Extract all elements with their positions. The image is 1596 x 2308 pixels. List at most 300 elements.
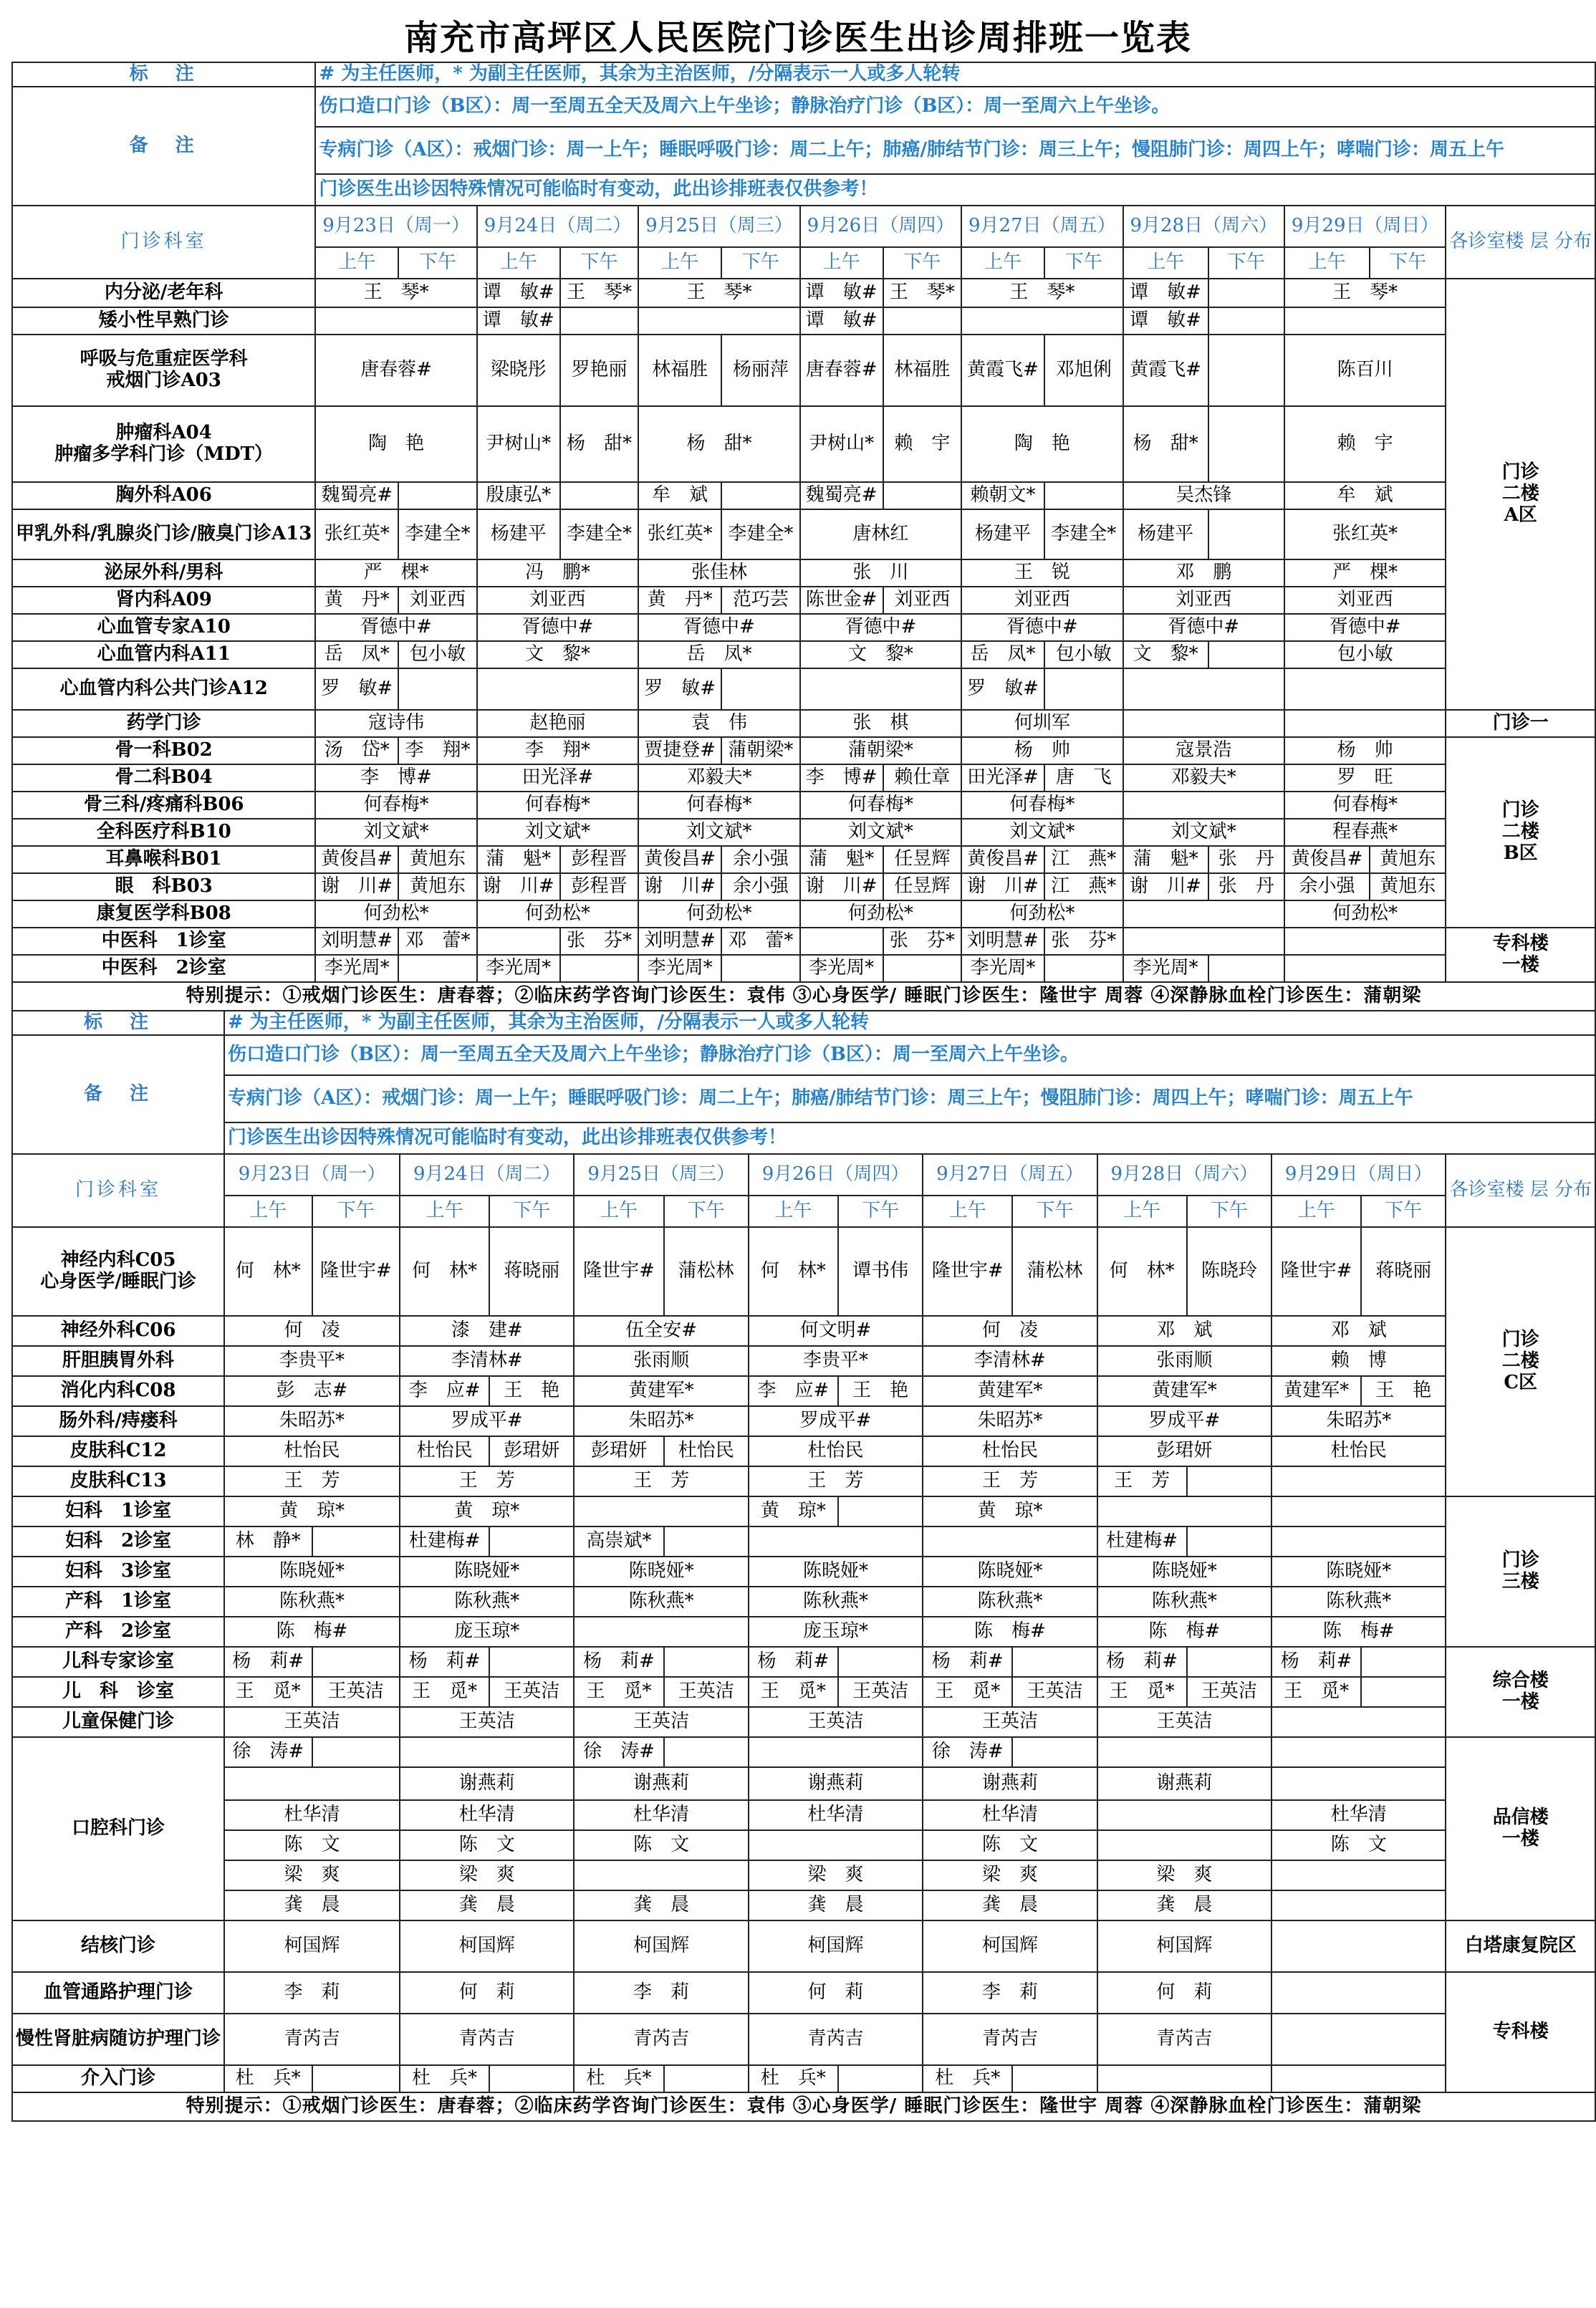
doctor-cell [1271,1890,1446,1920]
dept-name: 妇科 1诊室 [12,1496,224,1526]
schedule-row [12,1890,1595,1920]
schedule-row [12,792,1595,819]
doctor-cell [1044,482,1123,509]
dept-name: 儿科专家诊室 [12,1647,224,1677]
doctor-cell: 龚 晨 [923,1890,1097,1920]
schedule-row [12,1587,1595,1617]
doctor-cell: 杜华清 [1271,1800,1446,1830]
am-header: 上午 [638,247,721,279]
dept-name: 慢性肾脏病随访护理门诊 [12,2014,224,2065]
am-header: 上午 [574,1196,663,1227]
doctor-cell: 黄霞飞# [961,335,1044,406]
doctor-cell: 刘亚西 [398,587,477,614]
doctor-cell: 王英洁 [923,1707,1097,1737]
doctor-cell: 谭 敏# [1123,279,1208,307]
doctor-cell: 杜 兵* [400,2065,489,2092]
doctor-cell [1012,1647,1097,1677]
schedule-row [12,1920,1595,1972]
doctor-cell: 包小敏 [1044,641,1123,668]
doctor-cell: 吴杰锋 [1123,482,1284,509]
doctor-cell: 林 静* [224,1526,312,1557]
pm-header: 下午 [312,1196,400,1227]
doctor-cell: 王 艳 [1361,1376,1446,1406]
am-header: 上午 [315,247,398,279]
doctor-cell: 朱昭苏* [1271,1406,1446,1436]
doctor-cell [838,1647,923,1677]
date-header: 9月26日（周四） [800,206,961,247]
doctor-cell: 张红英* [1284,509,1446,559]
doctor-cell: 王 芳 [574,1466,748,1496]
schedule-row [12,1707,1595,1737]
doctor-cell: 黄旭东 [1370,846,1446,873]
page-title: 南充市高坪区人民医院门诊医生出诊周排班一览表 [403,18,1192,58]
doctor-cell: 王英洁 [1012,1677,1097,1707]
doctor-cell: 邓 斌 [1271,1316,1446,1346]
doctor-cell [1284,668,1446,710]
doctor-cell: 杜 兵* [749,2065,838,2092]
doctor-cell: 邓 蕾* [398,928,477,955]
schedule-row [12,1647,1595,1677]
pm-header: 下午 [398,247,477,279]
doctor-cell: 王 觅* [1271,1677,1361,1707]
doctor-cell: 杨 甜* [638,406,799,482]
doctor-cell: 胥德中# [961,614,1123,641]
doctor-cell [1271,2014,1446,2065]
schedule-row [12,1830,1595,1860]
schedule-row [12,1860,1595,1890]
doctor-cell: 田光泽# [961,764,1044,792]
schedule-row [12,1436,1595,1466]
dept-name: 肝胆胰胃外科 [12,1346,224,1376]
doctor-cell: 汤 岱* [315,737,398,764]
mark-label: 标 注 [12,1011,224,1035]
schedule-row [12,1496,1595,1526]
doctor-cell [883,307,962,335]
doctor-cell: 陈晓娅* [574,1557,748,1587]
doctor-cell: 文 黎* [477,641,638,668]
floor-location: 门诊 三楼 [1446,1496,1595,1647]
doctor-cell: 王英洁 [312,1677,400,1707]
doctor-cell: 陈 文 [1271,1830,1446,1860]
doctor-cell: 李光周* [477,955,560,982]
dept-name: 全科医疗科B10 [12,819,315,846]
doctor-cell: 陈 梅# [1097,1617,1271,1647]
doctor-cell: 谢 川# [1123,873,1208,900]
doctor-cell [1284,307,1446,335]
doctor-cell: 赖 宇 [1284,406,1446,482]
remark-3: 门诊医生出诊因特殊情况可能临时有变动，此出诊排班表仅供参考！ [224,1122,1595,1154]
doctor-cell: 彭程晋 [560,873,639,900]
doctor-cell [560,955,639,982]
dept-name: 结核门诊 [12,1920,224,1972]
doctor-cell: 陈晓娅* [224,1557,400,1587]
doctor-cell: 杜建梅# [400,1526,489,1557]
doctor-cell: 胥德中# [477,614,638,641]
remark-label: 备 注 [12,87,315,206]
doctor-cell: 李光周* [800,955,883,982]
doctor-cell: 王 琴* [315,279,476,307]
doctor-cell: 何劲松* [1284,900,1446,928]
doctor-cell: 杜建梅# [1097,1526,1187,1557]
doctor-cell: 蒲朝梁* [721,737,800,764]
pm-header: 下午 [664,1196,749,1227]
schedule-row [12,559,1595,587]
doctor-cell [1012,1737,1097,1767]
doctor-cell: 谢 川# [477,873,560,900]
am-header: 上午 [749,1196,838,1227]
am-header: 上午 [800,247,883,279]
schedule-row [12,1466,1595,1496]
doctor-cell: 李建全* [398,509,477,559]
doctor-cell: 王英洁 [749,1707,923,1737]
doctor-cell: 何文明# [749,1316,923,1346]
doctor-cell [574,1496,748,1526]
doctor-cell: 龚 晨 [749,1890,923,1920]
doctor-cell: 陈 梅# [1271,1617,1446,1647]
doctor-cell [1123,900,1284,928]
doctor-cell [1208,335,1284,406]
doctor-cell: 唐春蓉# [800,335,883,406]
doctor-cell: 何春梅* [961,792,1123,819]
am-header: 上午 [224,1196,312,1227]
doctor-cell: 张 川 [800,559,961,587]
doctor-cell [664,1647,749,1677]
doctor-cell: 谭书伟 [838,1227,923,1316]
doctor-cell: 岳 凤* [961,641,1044,668]
doctor-cell: 胥德中# [315,614,476,641]
doctor-cell: 赖仕章 [883,764,962,792]
doctor-cell: 王英洁 [1187,1677,1271,1707]
doctor-cell: 黄 丹* [638,587,721,614]
remark-1: 伤口造口门诊（B区）：周一至周五全天及周六上午坐诊；静脉治疗门诊（B区）：周一至周六上午坐诊。 [224,1035,1595,1075]
doctor-cell [749,1830,923,1860]
schedule-row [12,1376,1595,1406]
doctor-cell: 杜怡民 [1271,1436,1446,1466]
remark-2: 专病门诊（A区）：戒烟门诊：周一上午；睡眠呼吸门诊：周二上午；肺癌/肺结节门诊：周三上午；慢阻肺门诊：周四上午；哮喘门诊：周五上午 [315,127,1595,174]
doctor-cell: 徐 涛# [574,1737,663,1767]
doctor-cell: 杜怡民 [400,1436,489,1466]
schedule-row [12,279,1595,307]
doctor-cell: 文 黎* [1123,641,1208,668]
doctor-cell: 黄建军* [1097,1376,1271,1406]
doctor-cell: 陈 文 [224,1830,400,1860]
doctor-cell [1361,1677,1446,1707]
doctor-cell: 余小强 [721,873,800,900]
doctor-cell: 杨 莉# [1271,1647,1361,1677]
doctor-cell: 漆 建# [400,1316,574,1346]
doctor-cell [315,307,476,335]
special-notice: 特别提示：①戒烟门诊医生：唐春蓉；②临床药学咨询门诊医生：袁伟 ③心身医学/ 睡眠门诊医生：隆世宇 周蓉 ④深静脉血栓门诊医生：蒲朝梁 [12,2092,1595,2121]
schedule-row [12,1617,1595,1647]
am-header: 上午 [477,247,560,279]
schedule-row [12,1557,1595,1587]
doctor-cell: 王英洁 [838,1677,923,1707]
doctor-cell: 文 黎* [800,641,961,668]
doctor-cell: 陶 艳 [961,406,1123,482]
doctor-cell: 杨丽萍 [721,335,800,406]
doctor-cell: 李光周* [638,955,721,982]
doctor-cell: 胥德中# [1123,614,1284,641]
doctor-cell: 杨 莉# [923,1647,1012,1677]
doctor-cell: 尹树山* [477,406,560,482]
schedule-row [12,819,1595,846]
doctor-cell: 龚 晨 [400,1890,574,1920]
doctor-cell: 王英洁 [400,1707,574,1737]
doctor-cell: 何 凌 [923,1316,1097,1346]
doctor-cell: 杜 兵* [923,2065,1012,2092]
dept-name: 皮肤科C12 [12,1436,224,1466]
doctor-cell: 谢 川# [638,873,721,900]
doctor-cell [489,1647,574,1677]
schedule-row [12,900,1595,928]
dept-header: 门诊科室 [12,206,315,279]
doctor-cell [1271,1767,1446,1800]
pm-header: 下午 [489,1196,574,1227]
doctor-cell: 谢燕莉 [749,1767,923,1800]
doctor-cell: 杨 莉# [1097,1647,1187,1677]
doctor-cell [1097,1830,1271,1860]
doctor-cell: 陈百川 [1284,335,1446,406]
date-header: 9月28日（周六） [1123,206,1284,247]
doctor-cell: 黄旭东 [398,873,477,900]
doctor-cell: 王 琴* [883,279,962,307]
doctor-cell: 柯国辉 [574,1920,748,1972]
doctor-cell [1187,1647,1271,1677]
doctor-cell: 陈晓娅* [1271,1557,1446,1587]
floor-location: 门诊 二楼 C区 [1446,1227,1595,1496]
doctor-cell [1097,1800,1271,1830]
pm-header: 下午 [1361,1196,1446,1227]
remark-row [12,1075,1595,1122]
remark-row [12,87,1595,127]
floor-location: 门诊 二楼 B区 [1446,737,1595,928]
schedule-table-1 [11,62,1596,1011]
doctor-cell: 王 芳 [923,1466,1097,1496]
doctor-cell [1123,668,1284,710]
doctor-cell: 任昱辉 [883,846,962,873]
dept-name: 甲乳外科/乳腺炎门诊/腋臭门诊A13 [12,509,315,559]
doctor-cell [312,1647,400,1677]
doctor-cell: 程春燕* [1284,819,1446,846]
doctor-cell: 青芮吉 [749,2014,923,2065]
doctor-cell [312,1737,400,1767]
pm-header: 下午 [1370,247,1446,279]
doctor-cell: 李清林# [400,1346,574,1376]
doctor-cell: 青芮吉 [400,2014,574,2065]
doctor-cell: 李建全* [560,509,639,559]
dept-name: 矮小性早熟门诊 [12,307,315,335]
doctor-cell [574,1617,748,1647]
doctor-cell: 张红英* [315,509,398,559]
doctor-cell [477,668,638,710]
doctor-cell: 何 林* [400,1227,489,1316]
doctor-cell: 龚 晨 [1097,1890,1271,1920]
doctor-cell: 刘亚西 [1123,587,1284,614]
doctor-cell: 彭珺妍 [574,1436,663,1466]
doctor-cell: 李建全* [1044,509,1123,559]
doctor-cell: 王英洁 [664,1677,749,1707]
doctor-cell: 梁 爽 [224,1860,400,1890]
floor-location: 综合楼 一楼 [1446,1647,1595,1737]
doctor-cell: 包小敏 [1284,641,1446,668]
doctor-cell [1187,1466,1271,1496]
schedule-row [12,1767,1595,1800]
doctor-cell: 杜 兵* [574,2065,663,2092]
dept-name: 消化内科C08 [12,1376,224,1406]
doctor-cell: 黄 琼* [400,1496,574,1526]
doctor-cell: 余小强 [721,846,800,873]
doctor-cell [1271,1707,1446,1737]
date-header: 9月25日（周三） [574,1154,748,1196]
doctor-cell: 王 觅* [1097,1677,1187,1707]
dept-name: 泌尿外科/男科 [12,559,315,587]
floor-location: 门诊 二楼 A区 [1446,279,1595,710]
doctor-cell: 王 琴* [560,279,639,307]
floor-header: 各诊室楼 层 分布 [1446,206,1595,279]
dept-name: 骨三科/疼痛科B06 [12,792,315,819]
floor-location: 白塔康复院区 [1446,1920,1595,1972]
doctor-cell: 王 芳 [749,1466,923,1496]
doctor-cell [398,668,477,710]
doctor-cell: 胥德中# [800,614,961,641]
doctor-cell: 庞玉琼* [400,1617,574,1647]
doctor-cell: 陈晓娅* [923,1557,1097,1587]
doctor-cell: 李 莉 [574,1972,748,2014]
doctor-cell: 何春梅* [477,792,638,819]
doctor-cell [1044,955,1123,982]
date-header: 9月29日（周日） [1271,1154,1446,1196]
doctor-cell: 杜怡民 [923,1436,1097,1466]
doctor-cell: 谢 川# [961,873,1044,900]
doctor-cell: 彭珺妍 [489,1436,574,1466]
doctor-cell: 何圳军 [961,710,1123,737]
doctor-cell: 江 燕* [1044,846,1123,873]
doctor-cell: 罗成平# [1097,1406,1271,1436]
remark-row [12,1035,1595,1075]
doctor-cell: 蒲松林 [1012,1227,1097,1316]
doctor-cell: 赖 宇 [883,406,962,482]
doctor-cell: 黄旭东 [398,846,477,873]
floor-location: 专科楼 [1446,1972,1595,2092]
doctor-cell: 李贵平* [224,1346,400,1376]
dept-name: 耳鼻喉科B01 [12,846,315,873]
doctor-cell: 牟 斌 [638,482,721,509]
doctor-cell: 杨 莉# [749,1647,838,1677]
floor-location: 专科楼 一楼 [1446,928,1595,982]
doctor-cell: 刘亚西 [1284,587,1446,614]
doctor-cell: 陈晓玲 [1187,1227,1271,1316]
doctor-cell [1271,1920,1446,1972]
schedule-row [12,509,1595,559]
doctor-cell: 杜华清 [749,1800,923,1830]
doctor-cell: 王英洁 [489,1677,574,1707]
pm-header: 下午 [1187,1196,1271,1227]
doctor-cell: 杜华清 [400,1800,574,1830]
doctor-cell: 李 莉 [923,1972,1097,2014]
doctor-cell [1044,668,1123,710]
doctor-cell [1097,1737,1271,1767]
dept-name: 中医科 1诊室 [12,928,315,955]
doctor-cell [312,2065,400,2092]
doctor-cell [838,2065,923,2092]
date-header: 9月26日（周四） [749,1154,923,1196]
doctor-cell [398,955,477,982]
doctor-cell: 唐林红 [800,509,961,559]
doctor-cell: 何春梅* [315,792,476,819]
doctor-cell [749,1526,923,1557]
date-header: 9月23日（周一） [224,1154,400,1196]
dept-name: 介入门诊 [12,2065,224,2092]
schedule-row [12,2065,1595,2092]
doctor-cell [574,1860,748,1890]
doctor-cell: 王 锐 [961,559,1123,587]
doctor-cell [1208,406,1284,482]
doctor-cell: 李 应# [749,1376,838,1406]
dept-header: 门诊科室 [12,1154,224,1227]
pm-header: 下午 [1012,1196,1097,1227]
doctor-cell: 邓旭俐 [1044,335,1123,406]
doctor-cell: 李建全* [721,509,800,559]
doctor-cell: 隆世宇# [1271,1227,1361,1316]
doctor-cell: 刘明慧# [961,928,1044,955]
doctor-cell: 罗 旺 [1284,764,1446,792]
doctor-cell: 杨 甜* [560,406,639,482]
doctor-cell [721,668,800,710]
doctor-cell: 柯国辉 [400,1920,574,1972]
schedule-row [12,1972,1595,2014]
doctor-cell: 寇景浩 [1123,737,1284,764]
am-header: 上午 [1097,1196,1187,1227]
doctor-cell: 杜 兵* [224,2065,312,2092]
dept-name: 妇科 3诊室 [12,1557,224,1587]
am-header: 上午 [1284,247,1370,279]
doctor-cell: 张 芬* [883,928,962,955]
dept-name: 内分泌/老年科 [12,279,315,307]
doctor-cell: 高崇斌* [574,1526,663,1557]
doctor-cell: 张 丹 [1208,846,1284,873]
doctor-cell: 杜怡民 [224,1436,400,1466]
am-header: 上午 [1271,1196,1361,1227]
doctor-cell: 刘亚西 [961,587,1123,614]
am-header: 上午 [923,1196,1012,1227]
doctor-cell: 李贵平* [749,1346,923,1376]
doctor-cell: 江 燕* [1044,873,1123,900]
doctor-cell [1123,710,1284,737]
doctor-cell: 黄俊昌# [961,846,1044,873]
doctor-cell: 庞玉琼* [749,1617,923,1647]
pm-header: 下午 [838,1196,923,1227]
dept-name: 肾内科A09 [12,587,315,614]
doctor-cell: 岳 凤* [315,641,398,668]
doctor-cell: 任昱辉 [883,873,962,900]
dept-name: 血管通路护理门诊 [12,1972,224,2014]
dept-name: 妇科 2诊室 [12,1526,224,1557]
doctor-cell: 余小强 [1284,873,1370,900]
doctor-cell: 蒲松林 [664,1227,749,1316]
doctor-cell: 范巧芸 [721,587,800,614]
doctor-cell: 何春梅* [800,792,961,819]
pm-header: 下午 [883,247,962,279]
doctor-cell: 刘明慧# [638,928,721,955]
doctor-cell: 黄建军* [1271,1376,1361,1406]
remark-3: 门诊医生出诊因特殊情况可能临时有变动，此出诊排班表仅供参考！ [315,174,1595,206]
doctor-cell: 何 林* [224,1227,312,1316]
schedule-row [12,764,1595,792]
doctor-cell: 牟 斌 [1284,482,1446,509]
schedule-row [12,1406,1595,1436]
doctor-cell [1208,641,1284,668]
schedule-row [12,955,1595,982]
